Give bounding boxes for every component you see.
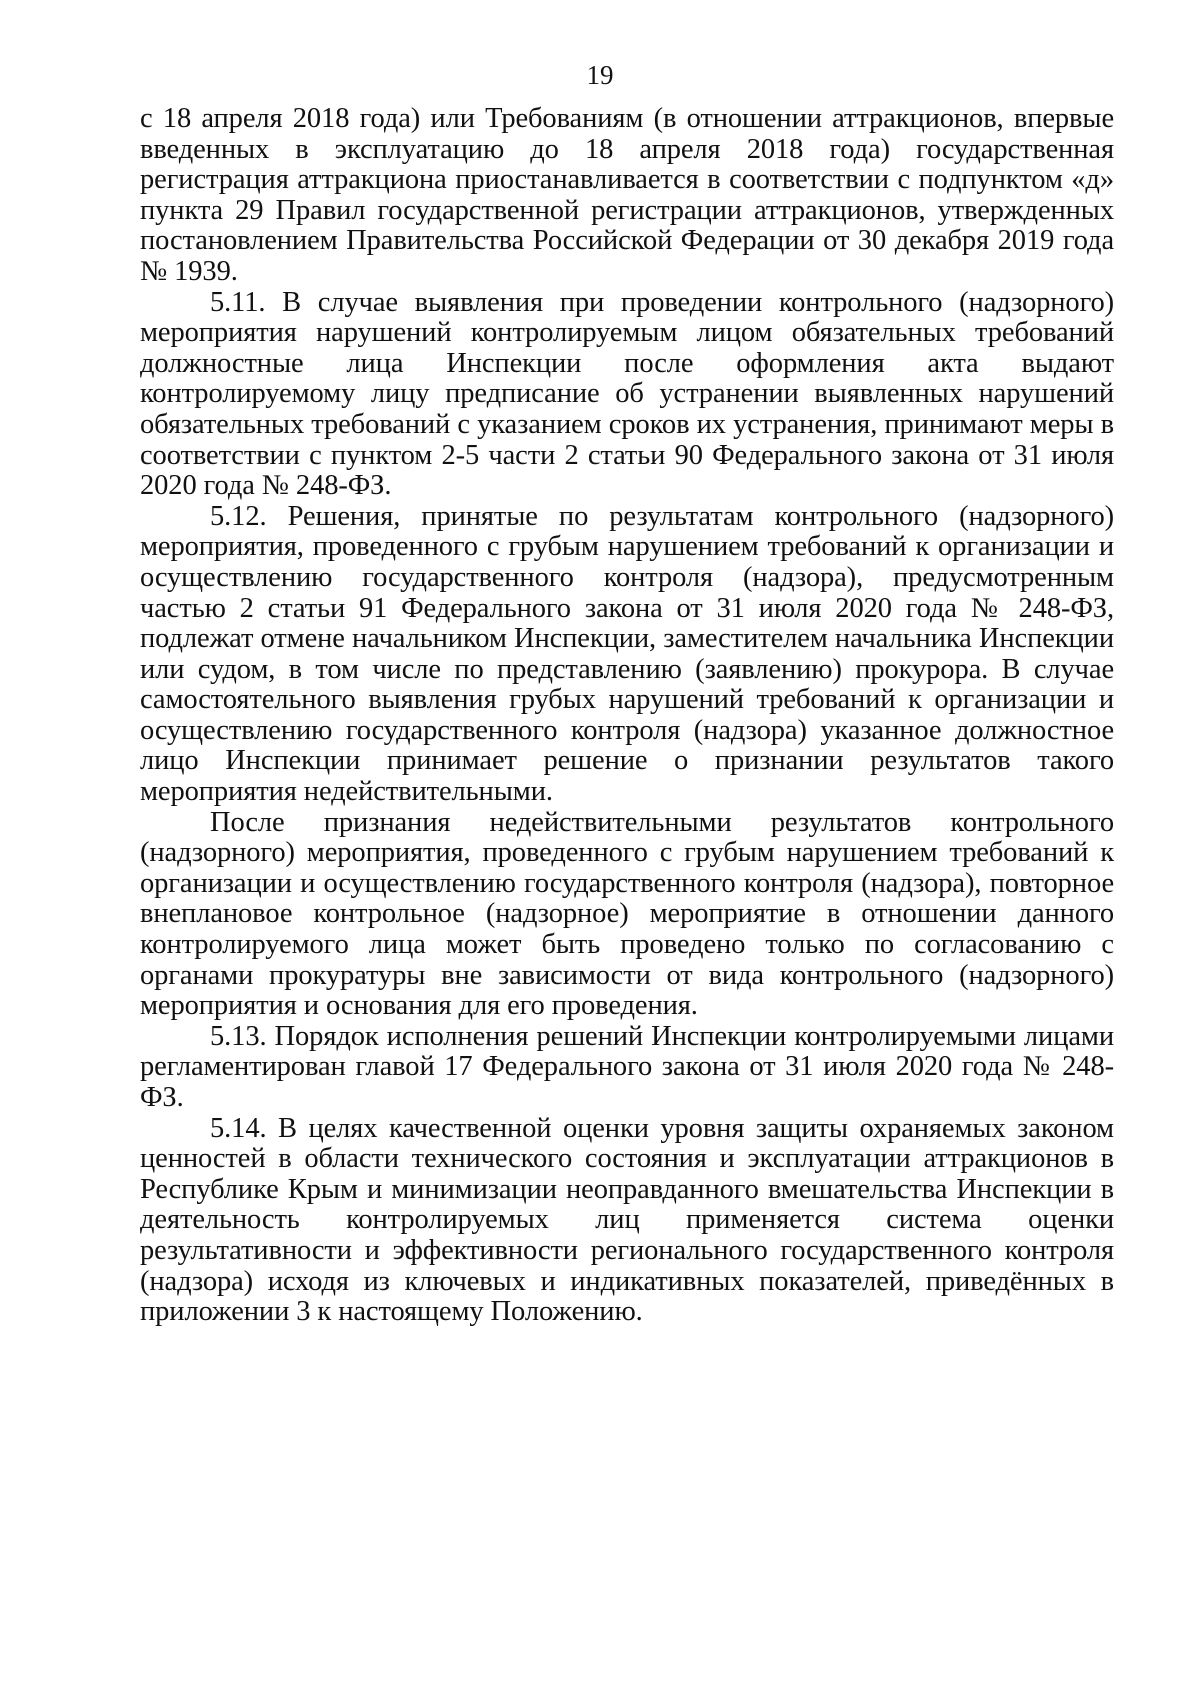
paragraph-5-11: 5.11. В случае выявления при проведении контрольного (надзорного) мероприятия нарушений контролируемым лицом обязательных требований должностные лица Инспекции после оформления акта выдают контролируемому лицу предписание об устранении выявленных нарушений обязательных требований с указанием сроков их устранения, принимают меры в соответствии с пунктом 2-5 части 2 статьи 90 Федерального закона от 31 июля 2020 года № 248-ФЗ. xyxy=(140,286,1114,502)
page-number: 19 xyxy=(586,60,614,90)
paragraph-continuation: с 18 апреля 2018 года) или Требованиям (в отношении аттракционов, впервые введенных в эксплуатацию до 18 апреля 2018 года) государственная регистрация аттракциона приостанавливается в соответствии с подпунктом «д» пункта 29 Правил государственной регистрации аттракционов, утвержденных постановлением Правительства Российской Федерации от 30 декабря 2019 года № 1939. xyxy=(140,103,1114,287)
document-body xyxy=(140,104,1114,1328)
paragraph-5-13: 5.13. Порядок исполнения решений Инспекции контролируемыми лицами регламентирован главой 17 Федерального закона от 31 июля 2020 года № 248-ФЗ. xyxy=(140,1020,1114,1113)
paragraph-5-12: 5.12. Решения, принятые по результатам контрольного (надзорного) мероприятия, проведенного с грубым нарушением требований к организации и осуществлению государственного контроля (надзора), предусмотренным частью 2 статьи 91 Федерального закона от 31 июля 2020 года № 248-ФЗ, подлежат отмене начальником Инспекции, заместителем начальника Инспекции или судом, в том числе по представлению (заявлению) прокурора. В случае самостоятельного выявления грубых нарушений требований к организации и осуществлению государственного контроля (надзора) указанное должностное лицо Инспекции принимает решение о признании результатов такого мероприятия недействительными. xyxy=(140,500,1114,808)
paragraph-5-14: 5.14. В целях качественной оценки уровня защиты охраняемых законом ценностей в области технического состояния и эксплуатации аттракционов в Республике Крым и минимизации неоправданного вмешательства Инспекции в деятельность контролируемых лиц применяется система оценки результативности и эффективности регионального государственного контроля (надзора) исходя из ключевых и индикативных показателей, приведённых в приложении 3 к настоящему Положению. xyxy=(140,1112,1114,1328)
paragraph-after-recognition: После признания недействительными результатов контрольного (надзорного) мероприятия, проведенного с грубым нарушением требований к организации и осуществлению государственного контроля (надзора), повторное внеплановое контрольное (надзорное) мероприятие в отношении данного контролируемого лица может быть проведено только по согласованию с органами прокуратуры вне зависимости от вида контрольного (надзорного) мероприятия и основания для его проведения. xyxy=(140,806,1114,1022)
